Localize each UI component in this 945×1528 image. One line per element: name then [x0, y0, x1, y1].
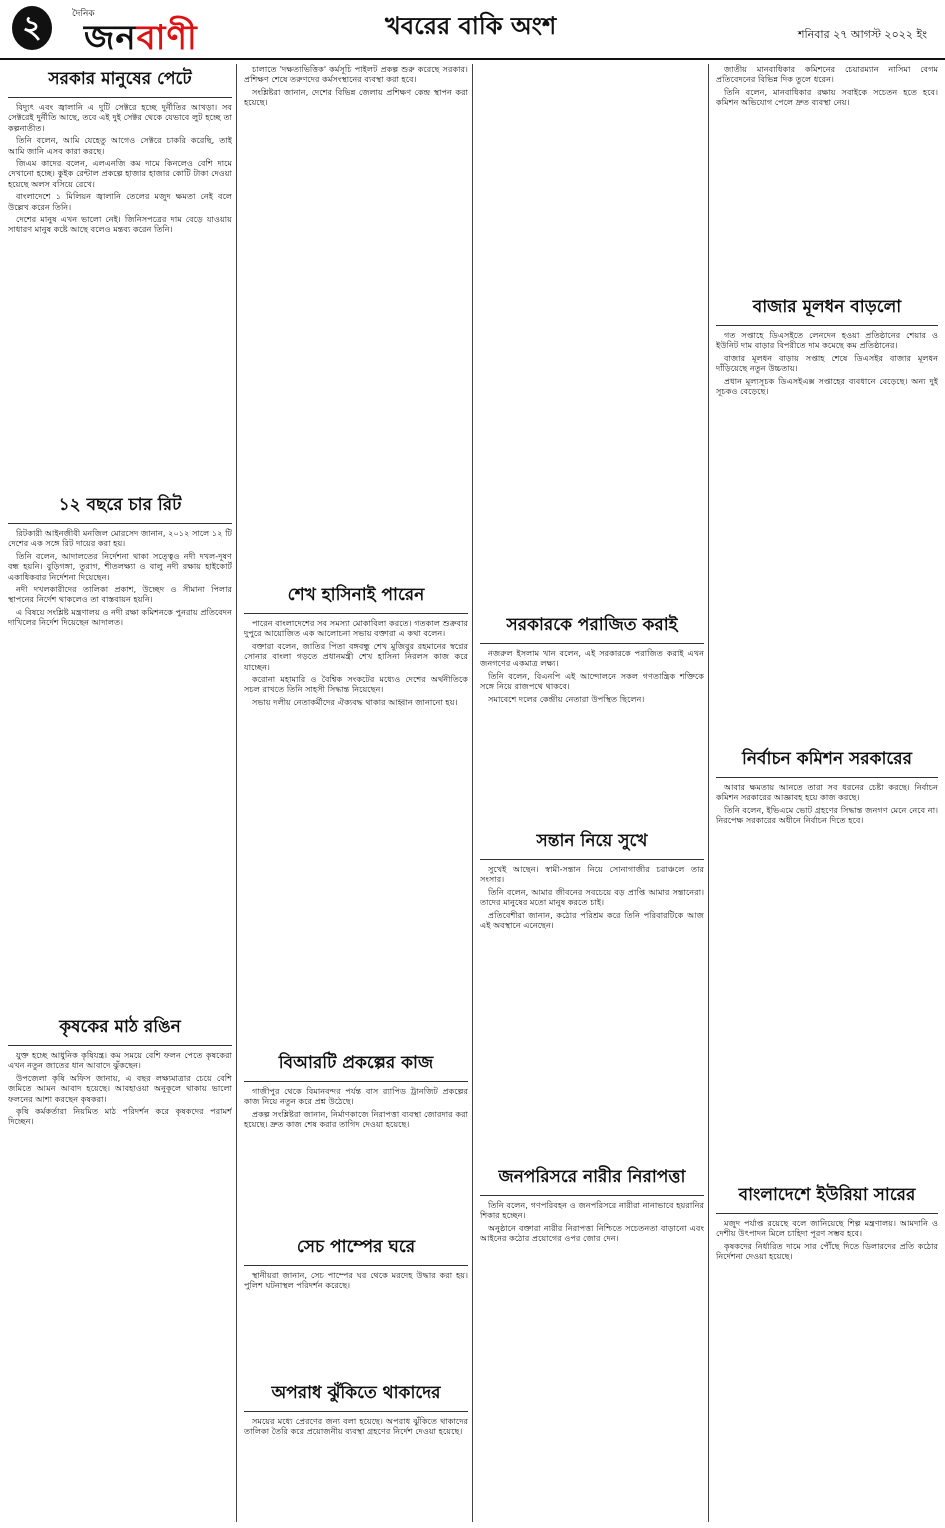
paragraph: যুক্ত হচ্ছে আধুনিক কৃষিযন্ত্র। কম সময়ে বেশি ফলন পেতে কৃষকেরা এখন নতুন জাতের ধান আবাদে ঝুঁকছেন। — [8, 1050, 232, 1071]
paragraph: তিনি বলেন, মানবাধিকার রক্ষায় সবাইকে সচেতন হতে হবে। কমিশন অভিযোগ পেলে দ্রুত ব্যবস্থা নেয়। — [716, 86, 938, 108]
article-bazar — [716, 292, 938, 740]
article-body — [244, 1270, 468, 1291]
article-nirbachon — [716, 744, 938, 1104]
paragraph: জাতীয় মানবাধিকার কমিশনের চেয়ারম্যান নাসিমা বেগম প্রতিবেদনের বিভিন্ন দিক তুলে ধরেন। — [716, 64, 938, 85]
column-divider — [708, 64, 709, 1522]
paragraph: রিটকারী আইনজীবী মনজিল মোরসেদ জানান, ২০১২ সালে ১২ টি দেশের এক সঙ্গে রিট দায়ের করা হয়। — [8, 528, 232, 549]
article-body — [480, 864, 704, 930]
article-body — [8, 102, 232, 235]
headline: সন্তান নিয়ে সুখে — [480, 828, 704, 860]
newspaper-logo — [62, 4, 212, 58]
article-cont-col4 — [716, 64, 938, 284]
paragraph: আবার ক্ষমতায় আনতে তারা সব ধরনের চেষ্টা করছে। নির্বাচন কমিশন সরকারের আজ্ঞাবহ হয়ে কাজ করছে। — [716, 782, 938, 803]
page-number: ২ — [12, 6, 52, 50]
paragraph: উপজেলা কৃষি অফিস জানায়, এ বছর লক্ষ্যমাত্রার চেয়ে বেশি জমিতে আমন আবাদ হয়েছে। আবহাওয়া অনুকূলে থাকায় ভালো ফলনের আশা করছেন কৃষকরা। — [8, 1072, 232, 1104]
article-body — [716, 64, 938, 108]
paragraph: অনুষ্ঠানে বক্তারা নারীর নিরাপত্তা নিশ্চিতে সচেতনতা বাড়ানো এবং আইনের কঠোর প্রয়োগের ওপর জোর দেন। — [480, 1222, 704, 1244]
headline: সেচ পাম্পের ঘরে — [244, 1234, 468, 1266]
article-krishok — [8, 1012, 232, 1520]
paragraph: তিনি বলেন, আমি যেহেতু আগেও সেক্টরে চাকরি করেছি, তাই আমি জানি এসব কারা করছে। — [8, 135, 232, 156]
article-body — [244, 1086, 468, 1130]
paragraph: মজুদ পর্যাপ্ত রয়েছে বলে জানিয়েছে শিল্প মন্ত্রণালয়। আমদানি ও দেশীয় উৎপাদন মিলে চাহিদা পূরণ সম্ভব হবে। — [716, 1218, 938, 1239]
article-body — [244, 64, 468, 108]
column-divider — [236, 64, 237, 1522]
article-body — [716, 330, 938, 396]
article-body — [244, 1416, 468, 1437]
logo-name-1: জন — [84, 18, 137, 58]
paragraph: চালাতে 'দক্ষতাভিত্তিক' কর্মসূচি পাইলট প্রকল্প শুরু করেছে সরকার। প্রশিক্ষণ শেষে তরুণদের কর্মসংস্থানের ব্যবস্থা করা হবে। — [244, 64, 468, 85]
article-body — [244, 618, 468, 707]
article-oporadh — [244, 1378, 468, 1520]
paragraph: তিনি বলেন, ইভিএমে ভোট গ্রহণের সিদ্ধান্ত জনগণ মেনে নেবে না। নিরপেক্ষ সরকারের অধীনে নির্বাচন দিতে হবে। — [716, 804, 938, 826]
paragraph: প্রতিবেশীরা জানান, কঠোর পরিশ্রম করে তিনি পরিবারটিকে আজ এই অবস্থানে এনেছেন। — [480, 909, 704, 931]
article-body — [480, 1200, 704, 1244]
paragraph: পারেন বাংলাদেশের সব সমস্যা মোকাবিলা করতে। গতকাল শুক্রবার দুপুরে আয়োজিত এক আলোচনা সভায় বক্তারা এ কথা বলেন। — [244, 618, 468, 639]
headline: অপরাধ ঝুঁকিতে থাকাদের — [244, 1380, 468, 1412]
article-body — [8, 528, 232, 628]
headline: নির্বাচন কমিশন সরকারের — [716, 746, 938, 778]
paragraph: দেশের মানুষ এখন ভালো নেই। জিনিসপত্রের দাম বেড়ে যাওয়ায় সাধারণ মানুষ কষ্টে আছে বলেও মন্তব্য করেন তিনি। — [8, 214, 232, 235]
article-nari-nirapotta — [480, 1162, 704, 1520]
daily-label: দৈনিক — [72, 9, 95, 19]
paragraph: সুখেই আছেন। স্বামী-সন্তান নিয়ে সোনাগাজীর চরাঞ্চলে তার সংসার। — [480, 864, 704, 885]
paragraph: করোনা মহামারি ও বৈশ্বিক সংকটের মধ্যেও দেশের অর্থনীতিকে সচল রাখতে তিনি সাহসী সিদ্ধান্ত নিয়েছেন। — [244, 674, 468, 695]
article-sheikh-hasina — [244, 580, 468, 950]
paragraph: বাজার মূলধন বাড়ায় সপ্তাহ শেষে ডিএসইর বাজার মূলধন দাঁড়িয়েছে নতুন উচ্চতায়। — [716, 352, 938, 374]
paragraph: স্থানীয়রা জানান, সেচ পাম্পের ঘর থেকে মরদেহ উদ্ধার করা হয়। পুলিশ ঘটনাস্থল পরিদর্শন করেছে। — [244, 1270, 468, 1291]
paragraph: বাংলাদেশে ১ মিলিয়ন জ্বালানি তেলের মজুদ ক্ষমতা নেই বলে উল্লেখ করেন তিনি। — [8, 191, 232, 212]
paragraph: নজরুল ইসলাম খান বলেন, এই সরকারকে পরাজিত করাই এখন জনগণের একমাত্র লক্ষ্য। — [480, 648, 704, 669]
paragraph: তিনি বলেন, গণপরিবহন ও জনপরিসরে নারীরা নানাভাবে হয়রানির শিকার হচ্ছেন। — [480, 1200, 704, 1221]
article-body — [716, 782, 938, 826]
paragraph: নদী দখলকারীদের তালিকা প্রকাশ, উচ্ছেদ ও সীমানা পিলার স্থাপনের নির্দেশ থাকলেও তা বাস্তবায়ন হয়নি। — [8, 584, 232, 605]
issue-date: শনিবার ২৭ আগস্ট ২০২২ ইং — [798, 28, 927, 41]
paragraph: প্রকল্প সংশ্লিষ্টরা জানান, নির্মাণকাজে নিরাপত্তা ব্যবস্থা জোরদার করা হয়েছে। দ্রুত কাজ শেষ করার তাগিদ দেওয়া হয়েছে। — [244, 1108, 468, 1130]
paragraph: তিনি বলেন, আদালতের নির্দেশনা থাকা সত্ত্বেও নদী দখল-দূষণ বন্ধ হয়নি। বুড়িগঙ্গা, তুরাগ, শীতলক্ষ্যা ও বালু নদী রক্ষায় হাইকোর্ট একাধিকবার নির্দেশনা দিয়েছেন। — [8, 550, 232, 582]
paragraph: গত সপ্তাহে ডিএসইতে লেনদেন হওয়া প্রতিষ্ঠানের শেয়ার ও ইউনিট দাম বাড়ার বিপরীতে দাম কমেছে কম প্রতিষ্ঠানের। — [716, 330, 938, 351]
article-urea — [716, 1180, 938, 1520]
headline: বাংলাদেশে ইউরিয়া সারের — [716, 1182, 938, 1214]
article-body — [716, 1218, 938, 1262]
article-rit — [8, 490, 232, 1010]
article-body — [480, 648, 704, 704]
column-divider — [472, 64, 473, 1522]
paragraph: সমাবেশে দলের কেন্দ্রীয় নেতারা উপস্থিত ছিলেন। — [488, 693, 645, 704]
headline: কৃষকের মাঠ রঙিন — [8, 1014, 232, 1046]
paragraph: এ বিষয়ে সংশ্লিষ্ট মন্ত্রণালয় ও নদী রক্ষা কমিশনকে পুনরায় প্রতিবেদন দাখিলের নির্দেশ দিয়েছেন আদালত। — [8, 606, 232, 628]
headline: ১২ বছরে চার রিট — [8, 492, 232, 524]
headline: সরকার মানুষের পেটে — [8, 66, 232, 98]
paragraph: তিনি বলেন, আমার জীবনের সবচেয়ে বড় প্রাপ্তি আমার সন্তানেরা। তাদের মানুষের মতো মানুষ করতে চাই। — [480, 886, 704, 908]
paragraph: কৃষকদের নির্ধারিত দামে সার পৌঁছে দিতে ডিলারদের প্রতি কঠোর নির্দেশনা দেওয়া হয়েছে। — [716, 1240, 938, 1262]
logo-name-2: বাণী — [136, 18, 198, 58]
masthead — [0, 0, 945, 60]
paragraph: বক্তারা বলেন, জাতির পিতা বঙ্গবন্ধু শেখ মুজিবুর রহমানের স্বপ্নের সোনার বাংলা গড়তে প্রধানমন্ত্রী শেখ হাসিনা নিরলস কাজ করে যাচ্ছেন। — [244, 640, 468, 672]
paragraph: তিনি বলেন, বিএনপি এই আন্দোলনে সকল গণতান্ত্রিক শক্তিকে সঙ্গে নিয়ে রাজপথে থাকবে। — [480, 670, 704, 692]
article-sontan — [480, 826, 704, 1146]
paragraph: গাজীপুর থেকে বিমানবন্দর পর্যন্ত বাস র‍্যাপিড ট্রানজিট প্রকল্পের কাজ নিয়ে নতুন করে প্রশ্ন উঠেছে। — [244, 1086, 468, 1107]
paragraph: সভায় দলীয় নেতাকর্মীদের ঐক্যবদ্ধ থাকার আহ্বান জানানো হয়। — [252, 696, 458, 707]
article-sarkar — [8, 64, 232, 484]
section-title: খবরের বাকি অংশ — [385, 11, 557, 40]
article-brt — [244, 1048, 468, 1228]
paragraph: জিএম কাদের বলেন, এলএনজি কম দামে কিনলেও বেশি দামে দেখানো হচ্ছে। কুইক রেন্টাল প্রকল্পে হাজার হাজার কোটি টাকা দেওয়া হয়েছে অলস বসিয়ে রেখে। — [8, 158, 232, 189]
article-body — [8, 1050, 232, 1127]
paragraph: বিদ্যুৎ এবং জ্বালানি এ দুটি সেক্টরে হচ্ছে দুর্নীতির আখড়া। সব সেক্টরেই দুর্নীতি আছে, তবে এই দুই সেক্টর থেকে যেভাবে লুট হচ্ছে তা কল্পনাতীত। — [8, 102, 232, 133]
paragraph: সময়ের মধ্যে প্রেরণের জন্য বলা হয়েছে। অপরাধ ঝুঁকিতে থাকাদের তালিকা তৈরি করে প্রয়োজনীয় ব্যবস্থা গ্রহণের নির্দেশ দেওয়া হয়েছে। — [244, 1416, 468, 1437]
paragraph: কৃষি কর্মকর্তারা নিয়মিত মাঠ পরিদর্শন করে কৃষকদের পরামর্শ দিচ্ছেন। — [8, 1106, 232, 1127]
headline: সরকারকে পরাজিত করাই — [480, 612, 704, 644]
headline: শেখ হাসিনাই পারেন — [244, 582, 468, 614]
headline: জনপরিসরে নারীর নিরাপত্তা — [480, 1164, 704, 1196]
article-sech-pump — [244, 1232, 468, 1372]
headline: বাজার মূলধন বাড়লো — [716, 294, 938, 326]
article-cont-col2 — [244, 64, 468, 404]
paragraph: সংশ্লিষ্টরা জানান, দেশের বিভিন্ন জেলায় প্রশিক্ষণ কেন্দ্র স্থাপন করা হয়েছে। — [244, 86, 468, 108]
paragraph: প্রধান মূল্যসূচক ডিএসইএক্স সপ্তাহের ব্যবধানে বেড়েছে। অন্য দুই সূচকও বেড়েছে। — [716, 375, 938, 397]
headline: বিআরটি প্রকল্পের কাজ — [244, 1050, 468, 1082]
article-porajit — [480, 610, 704, 820]
